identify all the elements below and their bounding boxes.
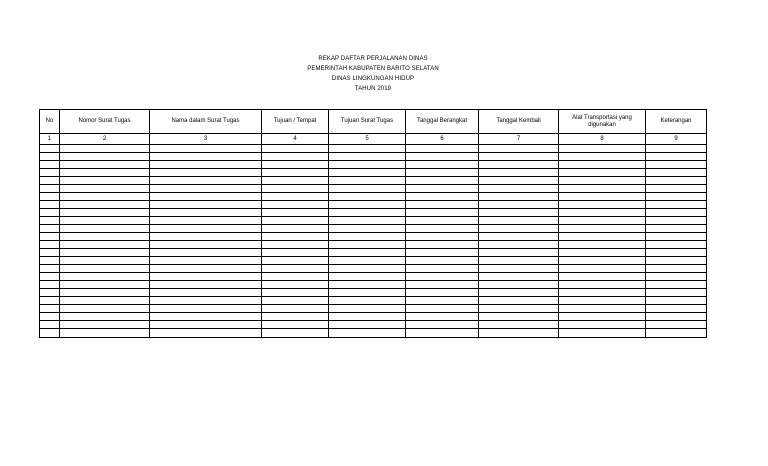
table-cell (479, 193, 559, 201)
table-cell (329, 249, 406, 257)
col-header-tanggal-berangkat: Tanggal Berangkat (406, 110, 479, 134)
table-cell (60, 201, 150, 209)
table-cell (559, 241, 646, 249)
table-cell (329, 281, 406, 289)
table-cell (60, 257, 150, 265)
table-cell (262, 281, 329, 289)
table-cell (60, 225, 150, 233)
table-cell (60, 265, 150, 273)
table-cell (40, 305, 60, 313)
table-cell (40, 217, 60, 225)
table-cell (150, 217, 262, 225)
table-cell (262, 185, 329, 193)
table-row (40, 185, 707, 193)
table-cell (40, 281, 60, 289)
table-row (40, 265, 707, 273)
title-line-2: PEMERINTAH KABUPATEN BARITO SELATAN (307, 66, 439, 72)
table-cell (406, 217, 479, 225)
table-row (40, 297, 707, 305)
table-cell (479, 273, 559, 281)
table-cell (150, 273, 262, 281)
table-cell (150, 209, 262, 217)
table-cell (479, 305, 559, 313)
table-cell (646, 313, 707, 321)
table-cell (150, 313, 262, 321)
table-cell (40, 313, 60, 321)
table-cell (329, 193, 406, 201)
title-line-1: REKAP DAFTAR PERJALANAN DINAS (318, 56, 428, 62)
table-cell (150, 321, 262, 329)
table-cell (40, 265, 60, 273)
col-header-no: No (40, 110, 60, 134)
table-cell (40, 289, 60, 297)
table-cell (559, 217, 646, 225)
table-cell (150, 281, 262, 289)
table-cell (60, 209, 150, 217)
col-header-nama: Nama dalam Surat Tugas (150, 110, 262, 134)
table-cell (40, 153, 60, 161)
table-cell (150, 249, 262, 257)
table-cell (40, 193, 60, 201)
table-cell (479, 201, 559, 209)
col-number: 1 (40, 134, 60, 145)
table-cell (406, 193, 479, 201)
table-cell (479, 145, 559, 153)
table-cell (646, 329, 707, 338)
table-cell (646, 201, 707, 209)
table-row (40, 249, 707, 257)
table-cell (329, 169, 406, 177)
table-cell (479, 153, 559, 161)
table-row (40, 153, 707, 161)
table-cell (150, 265, 262, 273)
table-cell (150, 297, 262, 305)
table-cell (40, 145, 60, 153)
table-cell (329, 177, 406, 185)
table-cell (40, 241, 60, 249)
table-cell (406, 185, 479, 193)
table-cell (329, 233, 406, 241)
table-cell (60, 289, 150, 297)
table-cell (646, 241, 707, 249)
table-cell (406, 233, 479, 241)
table-cell (329, 329, 406, 338)
table-cell (646, 289, 707, 297)
table-cell (646, 185, 707, 193)
table-row (40, 209, 707, 217)
table-cell (559, 281, 646, 289)
table-cell (60, 249, 150, 257)
table-cell (60, 329, 150, 338)
table-cell (406, 273, 479, 281)
col-header-nomor-surat-tugas: Nomor Surat Tugas (60, 110, 150, 134)
table-cell (60, 305, 150, 313)
table-cell (479, 281, 559, 289)
table-cell (559, 273, 646, 281)
table-row (40, 321, 707, 329)
table-cell (479, 313, 559, 321)
table-cell (262, 265, 329, 273)
table-cell (40, 185, 60, 193)
document-title-block (0, 54, 746, 94)
table-cell (262, 145, 329, 153)
table-cell (262, 273, 329, 281)
table-cell (329, 217, 406, 225)
table-cell (646, 161, 707, 169)
table-cell (329, 161, 406, 169)
table-cell (150, 225, 262, 233)
col-header-alat-transportasi: Alat Transportasi yang digunakan (559, 110, 646, 134)
table-cell (479, 249, 559, 257)
table-cell (646, 145, 707, 153)
table-cell (559, 313, 646, 321)
table-cell (406, 201, 479, 209)
table-cell (40, 233, 60, 241)
col-number: 5 (329, 134, 406, 145)
table-row (40, 225, 707, 233)
rekap-table (39, 109, 707, 338)
table-cell (262, 225, 329, 233)
table-cell (60, 193, 150, 201)
table-row (40, 241, 707, 249)
table-cell (646, 153, 707, 161)
table-cell (40, 201, 60, 209)
table-cell (262, 289, 329, 297)
table-row (40, 281, 707, 289)
table-cell (406, 145, 479, 153)
table-cell (646, 193, 707, 201)
col-number: 8 (559, 134, 646, 145)
table-cell (559, 161, 646, 169)
table-cell (406, 289, 479, 297)
table-cell (40, 209, 60, 217)
table-cell (262, 297, 329, 305)
table-row (40, 177, 707, 185)
table-row (40, 289, 707, 297)
col-number: 2 (60, 134, 150, 145)
col-number: 7 (479, 134, 559, 145)
table-cell (262, 153, 329, 161)
table-cell (40, 169, 60, 177)
table-cell (479, 233, 559, 241)
table-cell (262, 313, 329, 321)
table-cell (559, 321, 646, 329)
column-number-row (40, 134, 707, 145)
table-cell (406, 241, 479, 249)
table-cell (262, 321, 329, 329)
table-cell (559, 153, 646, 161)
table-cell (406, 169, 479, 177)
table-cell (329, 297, 406, 305)
table-cell (40, 273, 60, 281)
table-cell (406, 321, 479, 329)
table-cell (479, 169, 559, 177)
table-row (40, 145, 707, 153)
table-cell (60, 161, 150, 169)
table-cell (479, 161, 559, 169)
table-cell (262, 209, 329, 217)
table-cell (479, 241, 559, 249)
table-cell (559, 305, 646, 313)
table-cell (559, 257, 646, 265)
title-line-3: DINAS LINGKUNGAN HIDUP (331, 76, 415, 82)
table-cell (262, 249, 329, 257)
table-cell (60, 313, 150, 321)
table-cell (60, 321, 150, 329)
table-row (40, 169, 707, 177)
table-cell (406, 225, 479, 233)
table-row (40, 193, 707, 201)
table-cell (150, 177, 262, 185)
table-cell (559, 185, 646, 193)
table-cell (406, 177, 479, 185)
table-cell (406, 265, 479, 273)
table-cell (646, 265, 707, 273)
table-cell (329, 305, 406, 313)
table-cell (406, 313, 479, 321)
table-cell (406, 281, 479, 289)
table-cell (150, 241, 262, 249)
table-cell (329, 273, 406, 281)
table-cell (150, 185, 262, 193)
table-cell (60, 185, 150, 193)
table-cell (60, 241, 150, 249)
table-cell (329, 225, 406, 233)
table-cell (60, 297, 150, 305)
col-header-tujuan-surat-tugas: Tujuan Surat Tugas (329, 110, 406, 134)
table-cell (150, 161, 262, 169)
table-cell (479, 177, 559, 185)
table-row (40, 233, 707, 241)
table-cell (646, 321, 707, 329)
table-cell (559, 201, 646, 209)
table-cell (406, 305, 479, 313)
table-row (40, 273, 707, 281)
table-cell (559, 329, 646, 338)
table-cell (646, 177, 707, 185)
table-cell (60, 281, 150, 289)
table-cell (40, 177, 60, 185)
col-number: 6 (406, 134, 479, 145)
table-cell (559, 265, 646, 273)
table-cell (646, 217, 707, 225)
table-cell (262, 169, 329, 177)
table-row (40, 305, 707, 313)
table-cell (559, 289, 646, 297)
table-cell (60, 169, 150, 177)
table-cell (262, 233, 329, 241)
col-number: 4 (262, 134, 329, 145)
table-cell (150, 329, 262, 338)
table-cell (262, 217, 329, 225)
table-cell (40, 161, 60, 169)
table-row (40, 217, 707, 225)
table-cell (406, 249, 479, 257)
table-cell (329, 241, 406, 249)
table-cell (646, 233, 707, 241)
table-body (40, 145, 707, 338)
table-cell (329, 185, 406, 193)
table-cell (479, 265, 559, 273)
table-cell (646, 169, 707, 177)
table-cell (479, 185, 559, 193)
table-cell (479, 209, 559, 217)
table-cell (479, 321, 559, 329)
table-row (40, 201, 707, 209)
table-cell (150, 201, 262, 209)
table-cell (329, 313, 406, 321)
table-cell (646, 209, 707, 217)
table-cell (40, 297, 60, 305)
header-row (40, 110, 707, 134)
table-cell (60, 273, 150, 281)
table-cell (60, 177, 150, 185)
table-row (40, 313, 707, 321)
table-cell (479, 217, 559, 225)
table-cell (40, 225, 60, 233)
table-cell (262, 241, 329, 249)
table-cell (559, 297, 646, 305)
table-cell (329, 153, 406, 161)
table-cell (329, 257, 406, 265)
table-cell (479, 329, 559, 338)
col-number: 3 (150, 134, 262, 145)
table-cell (262, 193, 329, 201)
col-header-keterangan: Keterangan (646, 110, 707, 134)
col-header-tujuan-tempat: Tujuan / Tempat (262, 110, 329, 134)
table-cell (559, 169, 646, 177)
table-cell (559, 225, 646, 233)
table-cell (479, 257, 559, 265)
table-cell (329, 201, 406, 209)
table-cell (646, 273, 707, 281)
table-cell (646, 281, 707, 289)
table-cell (559, 193, 646, 201)
table-cell (150, 153, 262, 161)
table-row (40, 161, 707, 169)
table-cell (262, 201, 329, 209)
table-cell (150, 145, 262, 153)
table-cell (60, 233, 150, 241)
table-cell (150, 169, 262, 177)
table-cell (406, 209, 479, 217)
table-cell (406, 153, 479, 161)
table-cell (262, 257, 329, 265)
table-cell (60, 153, 150, 161)
table-cell (329, 289, 406, 297)
table-cell (646, 305, 707, 313)
table-cell (559, 233, 646, 241)
table-cell (329, 321, 406, 329)
table-cell (406, 329, 479, 338)
table-cell (559, 249, 646, 257)
table-cell (406, 257, 479, 265)
table-cell (646, 257, 707, 265)
table-cell (559, 177, 646, 185)
table-cell (479, 289, 559, 297)
col-header-tanggal-kembali: Tanggal Kembali (479, 110, 559, 134)
table-row (40, 257, 707, 265)
table-cell (60, 145, 150, 153)
table-cell (646, 249, 707, 257)
table-cell (262, 161, 329, 169)
table-cell (262, 305, 329, 313)
table-cell (406, 161, 479, 169)
table-cell (479, 297, 559, 305)
table-cell (40, 249, 60, 257)
table-cell (150, 233, 262, 241)
title-line-4: TAHUN 2019 (354, 86, 392, 92)
col-number: 9 (646, 134, 707, 145)
table-cell (329, 209, 406, 217)
table-cell (646, 297, 707, 305)
table-cell (150, 193, 262, 201)
table-cell (40, 321, 60, 329)
table-cell (262, 329, 329, 338)
table-cell (150, 257, 262, 265)
table-cell (646, 225, 707, 233)
table-row (40, 329, 707, 338)
table-cell (40, 329, 60, 338)
table-cell (406, 297, 479, 305)
table-cell (262, 177, 329, 185)
table-cell (479, 225, 559, 233)
table-cell (40, 257, 60, 265)
table-cell (559, 209, 646, 217)
table-cell (329, 265, 406, 273)
table-cell (150, 289, 262, 297)
table-cell (150, 305, 262, 313)
table-cell (329, 145, 406, 153)
table-cell (60, 217, 150, 225)
table-cell (559, 145, 646, 153)
